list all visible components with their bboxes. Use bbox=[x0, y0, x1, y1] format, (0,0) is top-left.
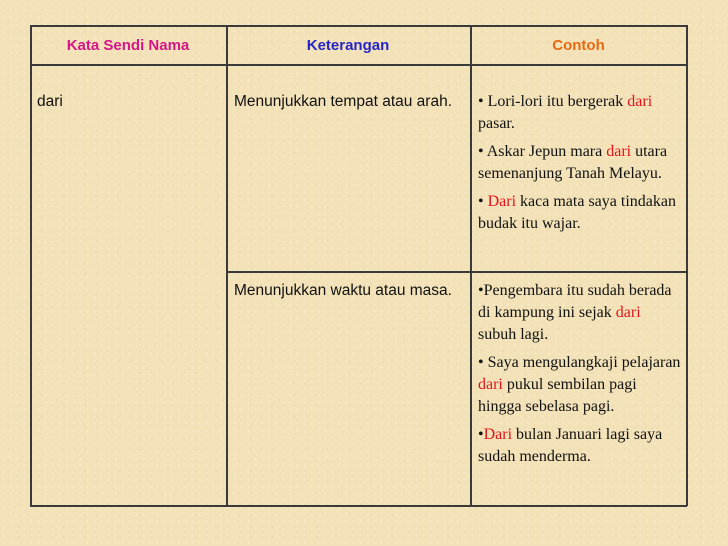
example-item: • Saya mengulangkaji pelajaran dari pukul sembilan pagi hingga sebelasa pagi. bbox=[478, 354, 681, 415]
table-divider-col2 bbox=[226, 25, 228, 506]
table-divider-col3 bbox=[470, 25, 472, 506]
header-keterangan: Keterangan bbox=[306, 36, 390, 54]
kata-sendi-table bbox=[30, 25, 687, 506]
kata-sendi-word: dari bbox=[37, 93, 63, 110]
header-contoh: Contoh bbox=[552, 36, 605, 54]
examples-place bbox=[478, 91, 682, 241]
table-border-right bbox=[686, 25, 688, 506]
examples-time bbox=[478, 280, 682, 474]
row-divider bbox=[226, 271, 687, 273]
table-border-bottom bbox=[30, 505, 687, 507]
example-item: •Pengembara itu sudah berada di kampung ini sejak dari subuh lagi. bbox=[478, 282, 672, 343]
table-border-left bbox=[30, 25, 32, 506]
example-item: •Dari bulan Januari lagi saya sudah menderma. bbox=[478, 426, 663, 465]
example-item: • Askar Jepun mara dari utara semenanjung Tanah Melayu. bbox=[478, 143, 668, 182]
header-kata-sendi-nama: Kata Sendi Nama bbox=[66, 36, 190, 54]
description-place: Menunjukkan tempat atau arah. bbox=[234, 93, 452, 110]
example-item: • Lori-lori itu bergerak dari pasar. bbox=[478, 93, 653, 132]
description-time: Menunjukkan waktu atau masa. bbox=[234, 282, 452, 299]
example-item: • Dari kaca mata saya tindakan budak itu wajar. bbox=[478, 193, 676, 232]
